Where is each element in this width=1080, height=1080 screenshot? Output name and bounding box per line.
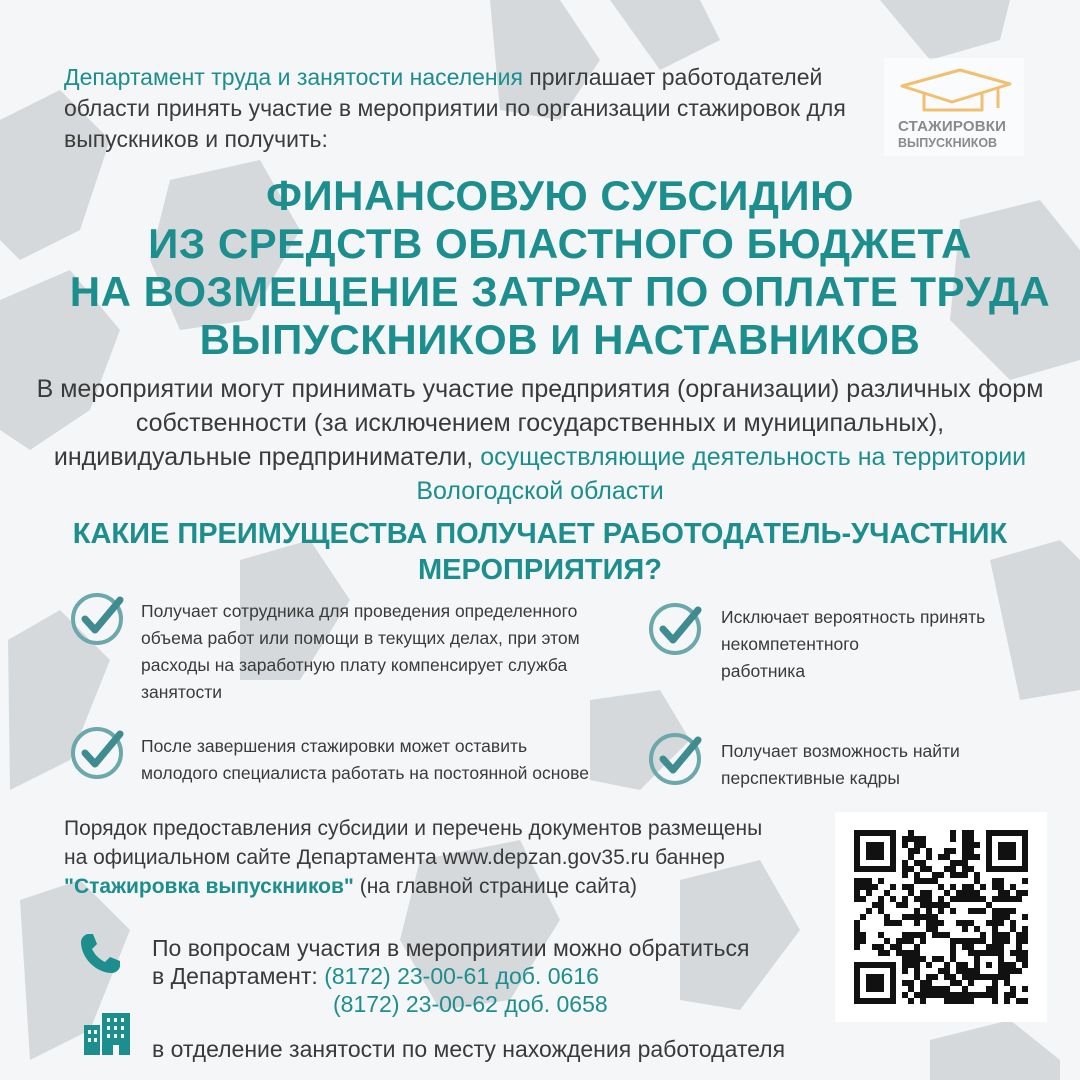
checkmark-circle-icon bbox=[646, 730, 704, 788]
benefit-line: После завершения стажировки может оставить bbox=[141, 736, 528, 756]
headline-line: ВЫПУСКНИКОВ И НАСТАВНИКОВ bbox=[199, 316, 921, 363]
desc-line3-highlight: осуществляющие деятельность на территории bbox=[480, 443, 1027, 471]
building-icon bbox=[84, 1013, 130, 1055]
intro-line1-rest: приглашает работодателей bbox=[522, 64, 823, 90]
headline-line: НА ВОЗМЕЩЕНИЕ ЗАТРАТ ПО ОПЛАТЕ ТРУДА bbox=[69, 268, 1051, 315]
benefit-line: Получает сотрудника для проведения определенного bbox=[141, 601, 578, 621]
phone-number-1[interactable]: (8172) 23-00-61 доб. 0616 bbox=[324, 963, 599, 989]
intro-line2: области принять участие в мероприятии по организации стажировок для bbox=[64, 95, 846, 121]
benefit-item-4 bbox=[721, 738, 1061, 792]
logo-line2: ВЫПУСКНИКОВ bbox=[898, 136, 998, 150]
qr-code[interactable] bbox=[835, 812, 1047, 1022]
benefit-item-3 bbox=[141, 733, 641, 787]
benefit-item-1 bbox=[141, 598, 641, 706]
desc-line1: В мероприятии могут принимать участие предприятия (организации) различных форм bbox=[36, 375, 1044, 403]
benefit-line: Получает возможность найти bbox=[721, 741, 960, 761]
headline bbox=[60, 172, 1060, 364]
contact-info bbox=[152, 934, 792, 1018]
qr-code-pattern bbox=[835, 812, 1047, 1022]
internship-logo bbox=[884, 58, 1024, 156]
phone-icon bbox=[76, 930, 124, 978]
benefits-question bbox=[40, 516, 1040, 588]
benefit-item-2 bbox=[721, 604, 1061, 685]
desc-line3-plain: индивидуальные предприниматели, bbox=[53, 443, 481, 471]
logo-line1: СТАЖИРОВКИ bbox=[898, 118, 1007, 135]
headline-line: ФИНАНСОВУЮ СУБСИДИЮ bbox=[266, 172, 854, 219]
department-name: Департамент труда и занятости населения bbox=[64, 64, 523, 90]
benefit-line: объема работ или помощи в текущих делах, при этом bbox=[141, 628, 580, 648]
office-info: в отделение занятости по месту нахождения работодателя bbox=[152, 1036, 786, 1062]
headline-line: ИЗ СРЕДСТВ ОБЛАСТНОГО БЮДЖЕТА bbox=[148, 220, 972, 267]
benefit-line: работника bbox=[721, 661, 806, 681]
question-line1: КАКИЕ ПРЕИМУЩЕСТВА ПОЛУЧАЕТ РАБОТОДАТЕЛЬ-УЧАСТНИК bbox=[72, 518, 1008, 550]
checkmark-circle-icon bbox=[646, 600, 704, 658]
banner-name: "Стажировка выпускников" bbox=[64, 875, 354, 898]
order-line2: на официальном сайте Департамента www.depzan.gov35.ru баннер bbox=[64, 846, 725, 869]
benefit-line: некомпетентного bbox=[721, 634, 860, 654]
phone-number-2[interactable]: (8172) 23-00-62 доб. 0658 bbox=[333, 991, 608, 1017]
contact-line2-prefix: в Департамент: bbox=[152, 963, 325, 989]
benefit-line: расходы на заработную плату компенсирует служба bbox=[141, 655, 568, 675]
benefit-line: занятости bbox=[141, 682, 222, 702]
checkmark-circle-icon bbox=[68, 724, 126, 782]
intro-line3: выпускников и получить: bbox=[64, 126, 328, 152]
desc-line4-highlight: Вологодской области bbox=[416, 477, 664, 505]
checkmark-circle-icon bbox=[68, 590, 126, 648]
order-line3-rest: (на главной странице сайта) bbox=[353, 875, 638, 898]
benefit-line: молодого специалиста работать на постоянной основе bbox=[141, 763, 589, 783]
eligibility-description bbox=[20, 372, 1060, 508]
contact-line1: По вопросам участия в мероприятии можно обратиться bbox=[152, 935, 750, 961]
order-line1: Порядок предоставления субсидии и перечень документов размещены bbox=[64, 817, 763, 840]
subsidy-order-info bbox=[64, 814, 824, 901]
benefit-line: Исключает вероятность принять bbox=[721, 607, 986, 627]
graduation-cap-icon bbox=[894, 62, 1014, 122]
desc-line2: собственности (за исключением государственных и муниципальных), bbox=[135, 409, 945, 437]
benefit-line: перспективные кадры bbox=[721, 768, 900, 788]
intro-text bbox=[64, 62, 864, 155]
question-line2: МЕРОПРИЯТИЯ? bbox=[417, 554, 662, 586]
